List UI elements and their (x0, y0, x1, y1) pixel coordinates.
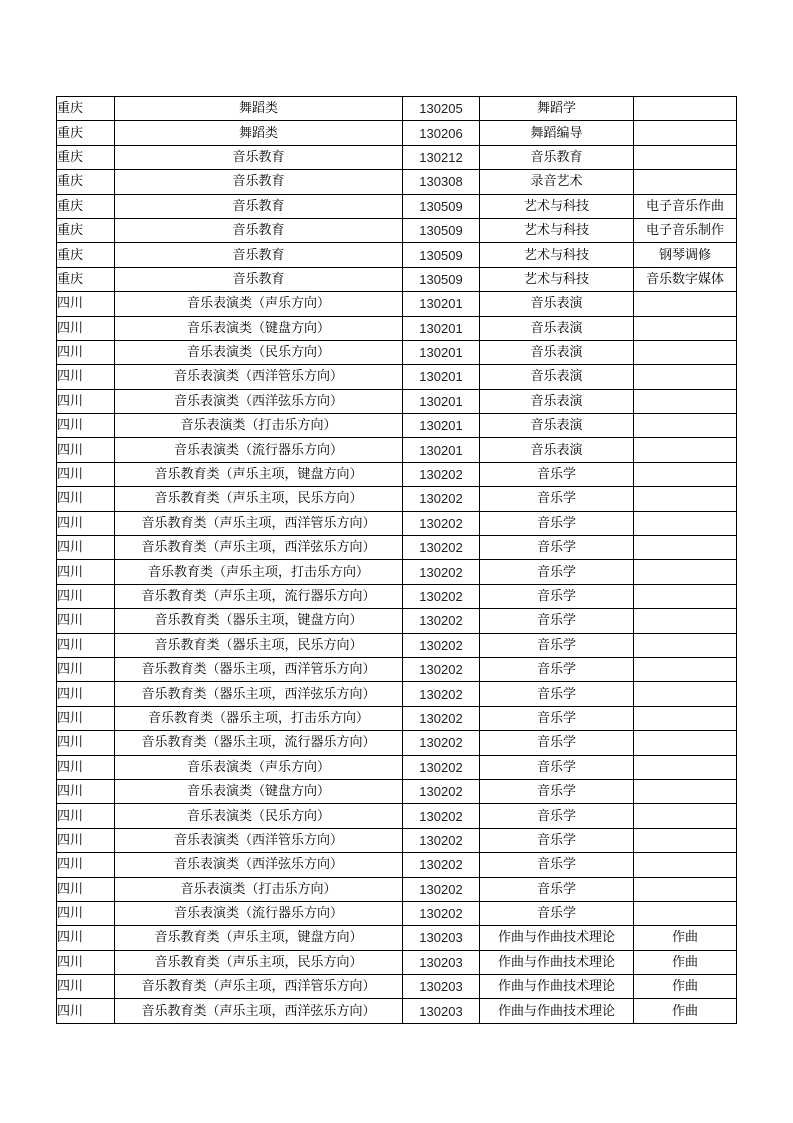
province-cell: 四川 (57, 975, 115, 999)
major-name-cell: 作曲与作曲技术理论 (480, 999, 634, 1023)
major-name-cell: 音乐表演 (480, 365, 634, 389)
direction-cell (634, 755, 737, 779)
category-cell: 音乐表演类（民乐方向） (115, 340, 403, 364)
major-code-cell: 130203 (403, 926, 480, 950)
direction-cell (634, 901, 737, 925)
category-cell: 音乐教育 (115, 145, 403, 169)
major-name-cell: 舞蹈学 (480, 97, 634, 121)
table-row (57, 121, 737, 145)
major-code-cell: 130202 (403, 828, 480, 852)
category-cell: 音乐教育类（声乐主项，西洋弦乐方向） (115, 999, 403, 1023)
table-row (57, 877, 737, 901)
table-row (57, 267, 737, 291)
major-name-cell: 录音艺术 (480, 170, 634, 194)
major-name-cell: 音乐表演 (480, 316, 634, 340)
table-row (57, 316, 737, 340)
table-row (57, 170, 737, 194)
province-cell: 重庆 (57, 218, 115, 242)
major-code-cell: 130509 (403, 218, 480, 242)
category-cell: 音乐教育类（器乐主项，西洋管乐方向） (115, 657, 403, 681)
major-code-cell: 130201 (403, 414, 480, 438)
major-name-cell: 音乐学 (480, 804, 634, 828)
major-name-cell: 艺术与科技 (480, 267, 634, 291)
province-cell: 重庆 (57, 194, 115, 218)
major-code-cell: 130202 (403, 511, 480, 535)
major-code-cell: 130201 (403, 292, 480, 316)
category-cell: 音乐教育类（声乐主项，民乐方向） (115, 950, 403, 974)
category-cell: 音乐教育 (115, 194, 403, 218)
province-cell: 四川 (57, 731, 115, 755)
direction-cell (634, 779, 737, 803)
table-row (57, 901, 737, 925)
province-cell: 四川 (57, 389, 115, 413)
major-name-cell: 音乐学 (480, 657, 634, 681)
direction-cell (634, 438, 737, 462)
direction-cell (634, 633, 737, 657)
major-code-cell: 130202 (403, 706, 480, 730)
province-cell: 四川 (57, 950, 115, 974)
table-row (57, 487, 737, 511)
category-cell: 音乐教育类（器乐主项，流行器乐方向） (115, 731, 403, 755)
major-name-cell: 音乐表演 (480, 292, 634, 316)
province-cell: 四川 (57, 365, 115, 389)
category-cell: 音乐表演类（民乐方向） (115, 804, 403, 828)
table-row (57, 292, 737, 316)
major-code-cell: 130509 (403, 243, 480, 267)
direction-cell (634, 560, 737, 584)
direction-cell (634, 706, 737, 730)
major-code-cell: 130212 (403, 145, 480, 169)
category-cell: 音乐教育类（声乐主项，西洋管乐方向） (115, 511, 403, 535)
category-cell: 音乐教育 (115, 243, 403, 267)
table-row (57, 97, 737, 121)
direction-cell (634, 365, 737, 389)
major-code-cell: 130201 (403, 340, 480, 364)
direction-cell: 作曲 (634, 999, 737, 1023)
major-code-cell: 130202 (403, 853, 480, 877)
province-cell: 四川 (57, 901, 115, 925)
major-name-cell: 音乐学 (480, 609, 634, 633)
major-code-cell: 130202 (403, 536, 480, 560)
major-name-cell: 音乐学 (480, 755, 634, 779)
province-cell: 四川 (57, 926, 115, 950)
table-row (57, 706, 737, 730)
direction-cell (634, 292, 737, 316)
majors-table (56, 96, 737, 1024)
table-row (57, 999, 737, 1023)
table-row (57, 633, 737, 657)
major-code-cell: 130202 (403, 657, 480, 681)
category-cell: 音乐表演类（声乐方向） (115, 292, 403, 316)
major-code-cell: 130205 (403, 97, 480, 121)
direction-cell (634, 316, 737, 340)
category-cell: 音乐教育类（器乐主项，键盘方向） (115, 609, 403, 633)
province-cell: 四川 (57, 804, 115, 828)
table-row (57, 950, 737, 974)
major-code-cell: 130509 (403, 194, 480, 218)
major-code-cell: 130201 (403, 389, 480, 413)
major-code-cell: 130206 (403, 121, 480, 145)
major-code-cell: 130509 (403, 267, 480, 291)
category-cell: 音乐表演类（键盘方向） (115, 316, 403, 340)
major-name-cell: 作曲与作曲技术理论 (480, 950, 634, 974)
major-code-cell: 130202 (403, 584, 480, 608)
table-row (57, 218, 737, 242)
category-cell: 音乐教育类（器乐主项，西洋弦乐方向） (115, 682, 403, 706)
table-row (57, 828, 737, 852)
category-cell: 音乐表演类（键盘方向） (115, 779, 403, 803)
category-cell: 音乐教育 (115, 267, 403, 291)
direction-cell (634, 536, 737, 560)
province-cell: 四川 (57, 340, 115, 364)
province-cell: 四川 (57, 292, 115, 316)
table-row (57, 560, 737, 584)
table-row (57, 389, 737, 413)
table-row (57, 438, 737, 462)
category-cell: 音乐表演类（流行器乐方向） (115, 901, 403, 925)
category-cell: 音乐教育类（声乐主项，键盘方向） (115, 462, 403, 486)
category-cell: 音乐教育类（声乐主项，西洋弦乐方向） (115, 536, 403, 560)
major-code-cell: 130202 (403, 682, 480, 706)
province-cell: 四川 (57, 609, 115, 633)
direction-cell: 作曲 (634, 950, 737, 974)
province-cell: 四川 (57, 633, 115, 657)
table-row (57, 731, 737, 755)
table-row (57, 511, 737, 535)
province-cell: 四川 (57, 560, 115, 584)
major-name-cell: 艺术与科技 (480, 218, 634, 242)
table-row (57, 414, 737, 438)
direction-cell (634, 145, 737, 169)
province-cell: 四川 (57, 462, 115, 486)
major-name-cell: 音乐表演 (480, 414, 634, 438)
province-cell: 重庆 (57, 97, 115, 121)
table-row (57, 365, 737, 389)
direction-cell (634, 731, 737, 755)
category-cell: 音乐教育类（器乐主项，民乐方向） (115, 633, 403, 657)
category-cell: 音乐表演类（流行器乐方向） (115, 438, 403, 462)
major-name-cell: 音乐学 (480, 462, 634, 486)
table-row (57, 682, 737, 706)
major-code-cell: 130202 (403, 901, 480, 925)
table-row (57, 243, 737, 267)
major-code-cell: 130202 (403, 560, 480, 584)
category-cell: 音乐表演类（打击乐方向） (115, 877, 403, 901)
major-name-cell: 音乐学 (480, 828, 634, 852)
direction-cell: 作曲 (634, 975, 737, 999)
major-name-cell: 音乐学 (480, 853, 634, 877)
province-cell: 重庆 (57, 145, 115, 169)
province-cell: 四川 (57, 755, 115, 779)
direction-cell (634, 511, 737, 535)
table-row (57, 340, 737, 364)
direction-cell (634, 828, 737, 852)
category-cell: 音乐表演类（声乐方向） (115, 755, 403, 779)
major-name-cell: 音乐教育 (480, 145, 634, 169)
direction-cell (634, 389, 737, 413)
table-row (57, 536, 737, 560)
province-cell: 四川 (57, 706, 115, 730)
direction-cell: 作曲 (634, 926, 737, 950)
direction-cell (634, 462, 737, 486)
direction-cell (634, 804, 737, 828)
major-code-cell: 130202 (403, 731, 480, 755)
table-body (57, 97, 737, 1024)
province-cell: 四川 (57, 438, 115, 462)
province-cell: 四川 (57, 682, 115, 706)
province-cell: 四川 (57, 584, 115, 608)
province-cell: 四川 (57, 853, 115, 877)
direction-cell (634, 853, 737, 877)
major-name-cell: 音乐表演 (480, 438, 634, 462)
category-cell: 音乐教育类（器乐主项，打击乐方向） (115, 706, 403, 730)
major-name-cell: 音乐学 (480, 901, 634, 925)
category-cell: 音乐教育类（声乐主项，打击乐方向） (115, 560, 403, 584)
category-cell: 音乐教育类（声乐主项，键盘方向） (115, 926, 403, 950)
direction-cell (634, 657, 737, 681)
province-cell: 重庆 (57, 121, 115, 145)
major-name-cell: 艺术与科技 (480, 194, 634, 218)
major-code-cell: 130201 (403, 316, 480, 340)
major-code-cell: 130203 (403, 975, 480, 999)
table-row (57, 755, 737, 779)
major-name-cell: 音乐表演 (480, 389, 634, 413)
category-cell: 音乐表演类（西洋弦乐方向） (115, 853, 403, 877)
province-cell: 四川 (57, 487, 115, 511)
direction-cell (634, 121, 737, 145)
major-code-cell: 130202 (403, 487, 480, 511)
table-row (57, 609, 737, 633)
table-row (57, 853, 737, 877)
table-row (57, 926, 737, 950)
major-name-cell: 音乐学 (480, 706, 634, 730)
direction-cell (634, 97, 737, 121)
major-code-cell: 130202 (403, 462, 480, 486)
table-row (57, 975, 737, 999)
direction-cell: 电子音乐作曲 (634, 194, 737, 218)
table-row (57, 657, 737, 681)
major-name-cell: 舞蹈编导 (480, 121, 634, 145)
province-cell: 四川 (57, 999, 115, 1023)
category-cell: 舞蹈类 (115, 121, 403, 145)
major-name-cell: 音乐学 (480, 584, 634, 608)
major-name-cell: 音乐学 (480, 536, 634, 560)
major-name-cell: 音乐学 (480, 511, 634, 535)
major-name-cell: 音乐学 (480, 682, 634, 706)
direction-cell: 电子音乐制作 (634, 218, 737, 242)
major-code-cell: 130202 (403, 804, 480, 828)
province-cell: 四川 (57, 316, 115, 340)
category-cell: 音乐教育类（声乐主项，流行器乐方向） (115, 584, 403, 608)
major-name-cell: 音乐学 (480, 877, 634, 901)
major-name-cell: 作曲与作曲技术理论 (480, 975, 634, 999)
category-cell: 音乐表演类（西洋管乐方向） (115, 828, 403, 852)
category-cell: 音乐教育 (115, 170, 403, 194)
category-cell: 音乐表演类（西洋管乐方向） (115, 365, 403, 389)
province-cell: 四川 (57, 779, 115, 803)
major-name-cell: 音乐学 (480, 633, 634, 657)
province-cell: 重庆 (57, 170, 115, 194)
major-name-cell: 音乐学 (480, 779, 634, 803)
province-cell: 四川 (57, 511, 115, 535)
direction-cell: 音乐数字媒体 (634, 267, 737, 291)
major-name-cell: 音乐表演 (480, 340, 634, 364)
major-code-cell: 130203 (403, 999, 480, 1023)
table-row (57, 194, 737, 218)
province-cell: 重庆 (57, 243, 115, 267)
category-cell: 音乐表演类（打击乐方向） (115, 414, 403, 438)
direction-cell: 钢琴调修 (634, 243, 737, 267)
major-name-cell: 艺术与科技 (480, 243, 634, 267)
major-code-cell: 130202 (403, 609, 480, 633)
province-cell: 重庆 (57, 267, 115, 291)
major-code-cell: 130201 (403, 438, 480, 462)
major-name-cell: 音乐学 (480, 487, 634, 511)
direction-cell (634, 487, 737, 511)
major-code-cell: 130202 (403, 877, 480, 901)
table-row (57, 145, 737, 169)
table-row (57, 779, 737, 803)
category-cell: 音乐教育 (115, 218, 403, 242)
table-row (57, 584, 737, 608)
province-cell: 四川 (57, 536, 115, 560)
major-code-cell: 130308 (403, 170, 480, 194)
direction-cell (634, 340, 737, 364)
category-cell: 音乐教育类（声乐主项，民乐方向） (115, 487, 403, 511)
category-cell: 舞蹈类 (115, 97, 403, 121)
direction-cell (634, 414, 737, 438)
province-cell: 四川 (57, 657, 115, 681)
direction-cell (634, 877, 737, 901)
direction-cell (634, 682, 737, 706)
category-cell: 音乐表演类（西洋弦乐方向） (115, 389, 403, 413)
table-row (57, 462, 737, 486)
province-cell: 四川 (57, 877, 115, 901)
major-code-cell: 130201 (403, 365, 480, 389)
province-cell: 四川 (57, 414, 115, 438)
major-name-cell: 作曲与作曲技术理论 (480, 926, 634, 950)
major-code-cell: 130202 (403, 779, 480, 803)
direction-cell (634, 609, 737, 633)
province-cell: 四川 (57, 828, 115, 852)
major-code-cell: 130203 (403, 950, 480, 974)
direction-cell (634, 170, 737, 194)
major-name-cell: 音乐学 (480, 731, 634, 755)
direction-cell (634, 584, 737, 608)
table-row (57, 804, 737, 828)
major-name-cell: 音乐学 (480, 560, 634, 584)
major-code-cell: 130202 (403, 755, 480, 779)
category-cell: 音乐教育类（声乐主项，西洋管乐方向） (115, 975, 403, 999)
major-code-cell: 130202 (403, 633, 480, 657)
